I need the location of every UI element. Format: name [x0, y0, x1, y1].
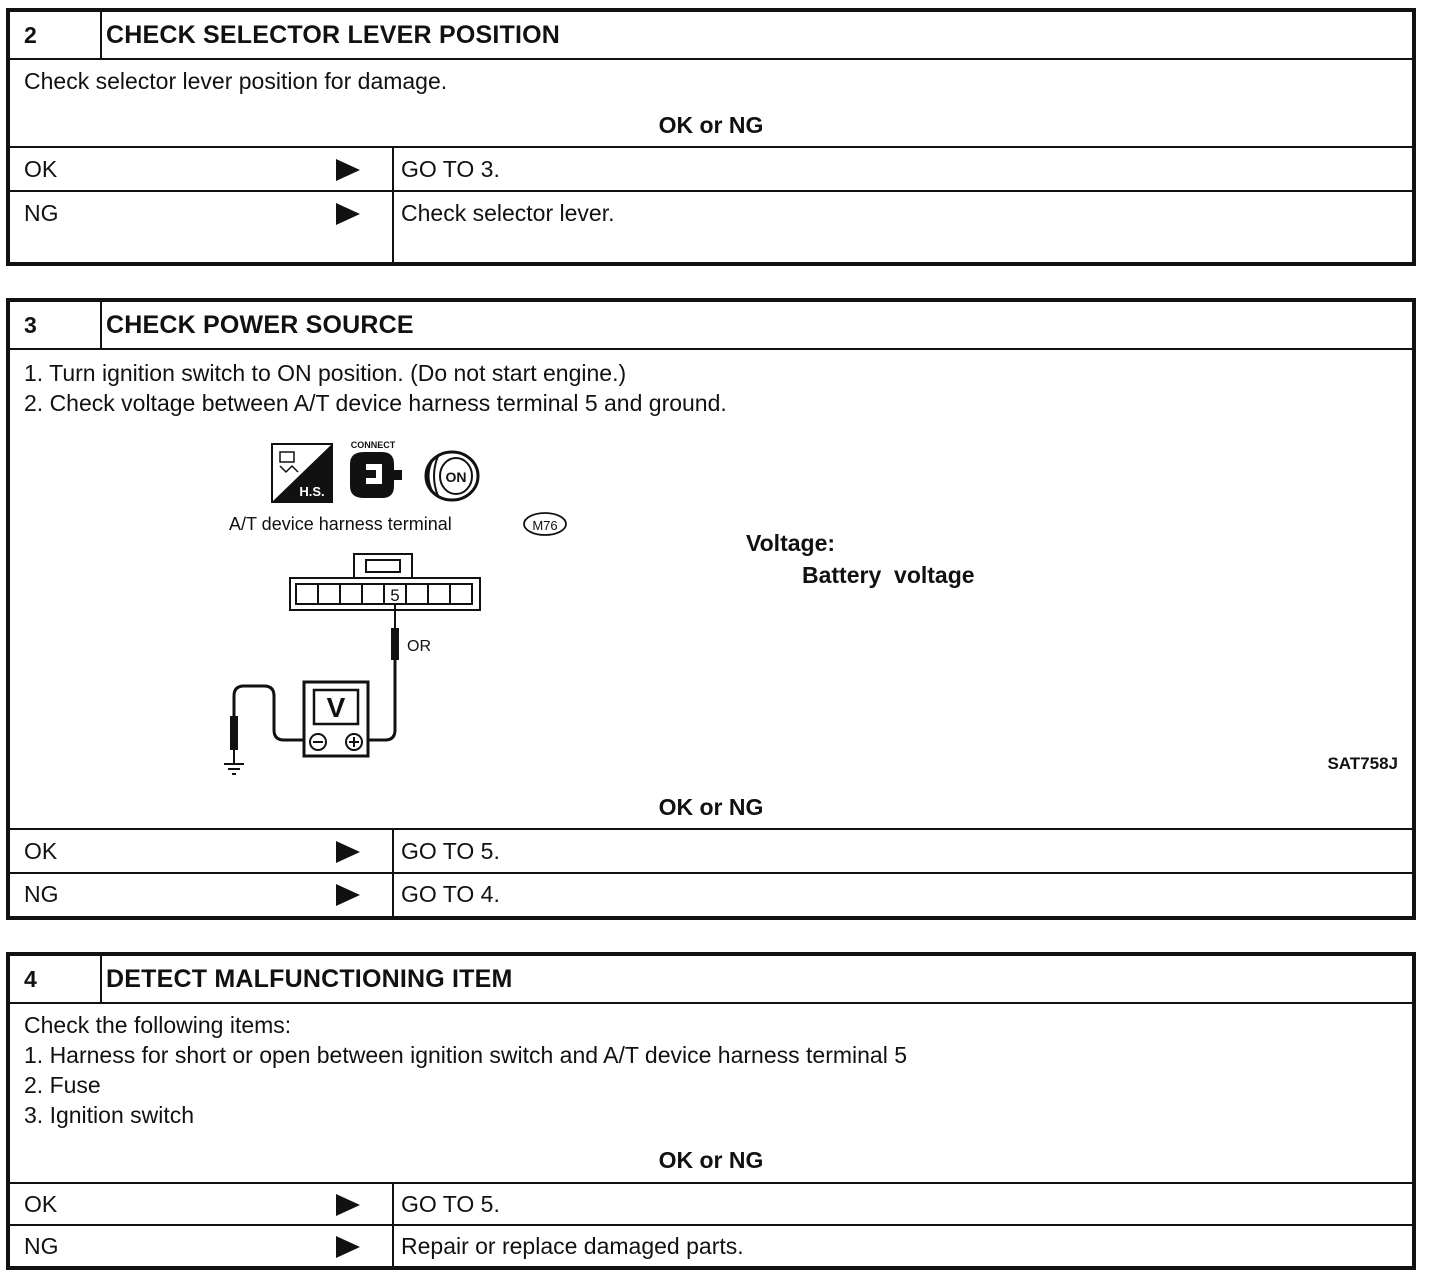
- result-action: GO TO 4.: [401, 881, 500, 907]
- voltage-spec-value: Battery voltage: [802, 562, 975, 588]
- result-label: NG: [24, 881, 59, 907]
- result-label: NG: [24, 1233, 59, 1259]
- instruction-item: Check the following items:: [24, 1012, 292, 1038]
- arrow-right-icon: [336, 1194, 360, 1216]
- result-row-ng: [10, 874, 1412, 916]
- instruction-list: [24, 1010, 907, 1130]
- wire-color-label: OR: [407, 638, 431, 655]
- step-title: DETECT MALFUNCTIONING ITEM: [106, 964, 513, 993]
- arrow-right-icon: [336, 841, 360, 863]
- instruction-list: [24, 358, 727, 418]
- ignition-key-on-icon: [426, 452, 478, 500]
- result-label: NG: [24, 200, 59, 226]
- connector-caption: A/T device harness terminal: [229, 514, 452, 534]
- arrow-right-icon: [336, 1236, 360, 1258]
- voltmeter-icon: [304, 682, 368, 756]
- instruction-item: 1. Turn ignition switch to ON position. (Do not start engine.): [24, 360, 627, 386]
- step-title: CHECK SELECTOR LEVER POSITION: [106, 20, 561, 49]
- result-row-ok: [10, 1184, 1412, 1226]
- figure-id: SAT758J: [1327, 754, 1398, 773]
- ok-or-ng-label: OK or NG: [658, 1147, 764, 1173]
- result-action: GO TO 3.: [401, 156, 500, 182]
- result-row-ng: [10, 1226, 1412, 1266]
- ok-or-ng-label: OK or NG: [658, 112, 764, 138]
- step-body: [10, 60, 1412, 148]
- voltage-check-diagram: [200, 434, 590, 784]
- step-body: [10, 350, 1412, 830]
- result-row-ok: [10, 830, 1412, 874]
- step-body: [10, 1004, 1412, 1184]
- instruction-item: 1. Harness for short or open between ignition switch and A/T device harness terminal 5: [24, 1042, 907, 1068]
- connector-id-badge: [524, 513, 566, 535]
- meter-label: V: [326, 692, 346, 723]
- result-divider: [392, 192, 394, 262]
- hs-label: H.S.: [299, 484, 325, 499]
- instruction-item: 2. Check voltage between A/T device harness terminal 5 and ground.: [24, 390, 727, 416]
- instruction-text: Check selector lever position for damage.: [24, 68, 448, 94]
- result-action: GO TO 5.: [401, 838, 500, 864]
- connect-icon: [350, 440, 402, 498]
- harness-connector: [290, 554, 480, 610]
- result-row-ok: [10, 148, 1412, 192]
- result-action: GO TO 5.: [401, 1191, 500, 1217]
- result-action: Check selector lever.: [401, 200, 615, 226]
- result-divider: [392, 830, 394, 872]
- result-row-ng: [10, 192, 1412, 262]
- step-number: 3: [10, 302, 102, 348]
- result-label: OK: [24, 838, 58, 864]
- result-divider: [392, 148, 394, 190]
- connect-label: CONNECT: [350, 440, 396, 450]
- terminal-number: 5: [390, 586, 400, 605]
- step-title: CHECK POWER SOURCE: [106, 310, 414, 339]
- connector-id: M76: [532, 518, 558, 533]
- harness-side-icon: [272, 444, 332, 502]
- step-2-table: [6, 8, 1416, 266]
- step-4-table: [6, 952, 1416, 1270]
- voltage-spec-label: Voltage:: [746, 530, 836, 556]
- instruction-item: 3. Ignition switch: [24, 1102, 195, 1128]
- arrow-right-icon: [336, 159, 360, 181]
- step-number: 2: [10, 12, 102, 58]
- result-divider: [392, 1184, 394, 1224]
- step-number: 4: [10, 956, 102, 1002]
- result-divider: [392, 874, 394, 916]
- arrow-right-icon: [336, 203, 360, 225]
- result-action: Repair or replace damaged parts.: [401, 1233, 744, 1259]
- result-label: OK: [24, 1191, 58, 1217]
- ok-or-ng-label: OK or NG: [658, 794, 764, 820]
- step-header: [10, 12, 1412, 60]
- step-header: [10, 302, 1412, 350]
- instruction-item: 2. Fuse: [24, 1072, 101, 1098]
- result-divider: [392, 1226, 394, 1266]
- step-3-table: [6, 298, 1416, 920]
- result-label: OK: [24, 156, 58, 182]
- step-header: [10, 956, 1412, 1004]
- arrow-right-icon: [336, 884, 360, 906]
- key-on-label: ON: [445, 469, 467, 485]
